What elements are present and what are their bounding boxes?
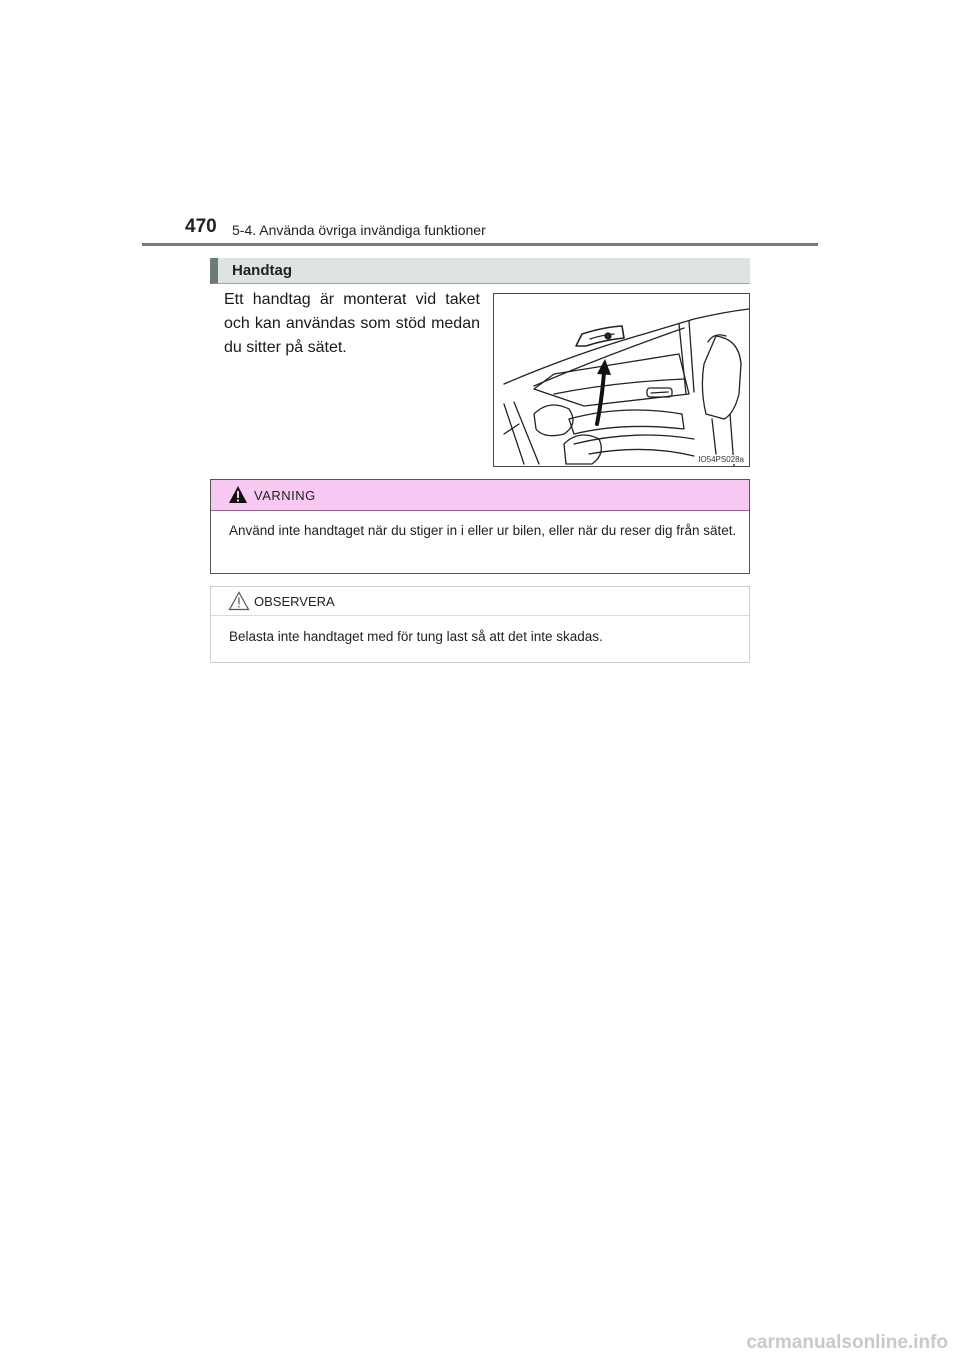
section-body-text: Ett handtag är monterat vid taket och kan användas som stöd medan du sitter på sätet.: [224, 291, 480, 356]
notice-title: OBSERVERA: [254, 594, 335, 609]
warning-title: VARNING: [254, 488, 316, 503]
car-interior-drawing: [494, 294, 750, 467]
warning-box: [210, 479, 750, 574]
figure-code: IO54PS028a: [698, 455, 744, 464]
notice-text: Belasta inte handtaget med för tung last så att det inte skadas.: [229, 629, 603, 644]
warning-text: Använd inte handtaget när du stiger in i eller ur bilen, eller när du reser dig från sätet.: [229, 523, 737, 538]
notice-box: [210, 586, 750, 663]
warning-header: [211, 480, 749, 511]
caution-triangle-icon: [228, 591, 250, 611]
notice-header: [211, 587, 749, 616]
page-number: 470: [185, 216, 217, 237]
header-divider: [142, 243, 818, 246]
watermark: carmanualsonline.info: [746, 1332, 948, 1353]
warning-triangle-icon: [228, 485, 248, 504]
section-title: Handtag: [232, 262, 292, 279]
chapter-title: 5-4. Använda övriga invändiga funktioner: [232, 222, 486, 238]
assist-grip-illustration: [493, 293, 750, 467]
section-heading-bar: [210, 258, 750, 284]
